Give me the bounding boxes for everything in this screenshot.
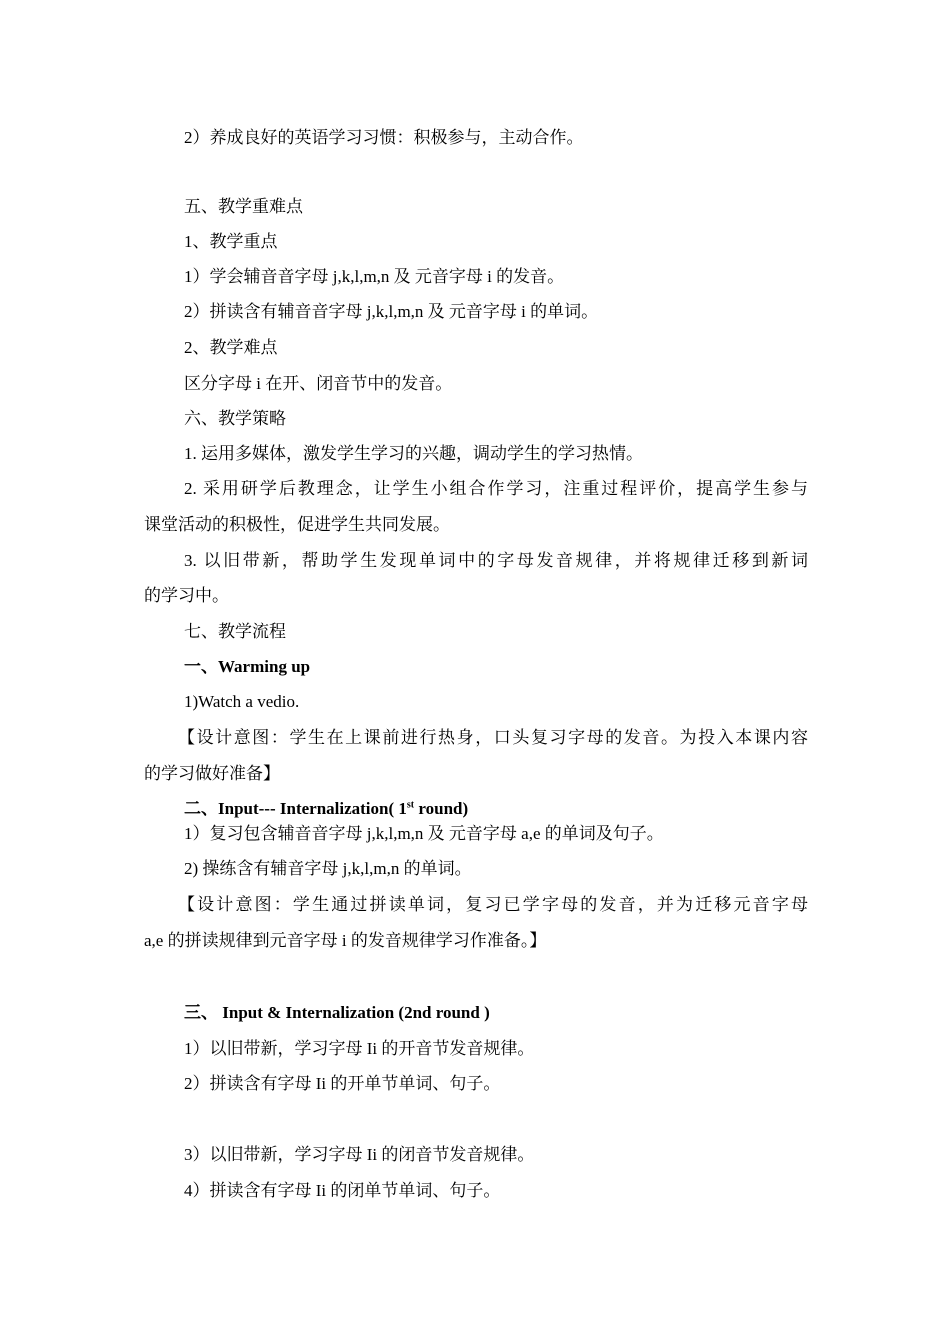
step-three-heading: 三、 Input & Internalization (2nd round ): [184, 1003, 490, 1022]
section-heading-seven: 七、教学流程: [184, 622, 286, 641]
step-two-item-1: 1）复习包含辅音音字母 j,k,l,m,n 及 元音字母 a,e 的单词及句子。: [184, 824, 664, 843]
step-two-heading-text: 二、Input--- Internalization( 1: [184, 799, 407, 818]
subheading-difficult-points: 2、教学难点: [184, 338, 278, 357]
design-intent-2-line-1: 【设计意图：学生通过拼读单词，复习已学字母的发音，并为迁移元音字母: [178, 895, 808, 914]
key-point-2: 2）拼读含有辅音音字母 j,k,l,m,n 及 元音字母 i 的单词。: [184, 302, 599, 321]
design-intent-1-line-2: 的学习做好准备】: [144, 764, 280, 783]
design-intent-1-line-1: 【设计意图：学生在上课前进行热身，口头复习字母的发音。为投入本课内容: [178, 728, 808, 747]
strategy-3-line-1: 3. 以旧带新，帮助学生发现单词中的字母发音规律，并将规律迁移到新词: [184, 551, 808, 570]
strategy-3-line-2: 的学习中。: [144, 586, 229, 605]
step-one-item-1: 1)Watch a vedio.: [184, 692, 300, 711]
step-three-item-2: 2）拼读含有字母 Ii 的开单节单词、句子。: [184, 1074, 501, 1093]
strategy-1: 1. 运用多媒体，激发学生学习的兴趣，调动学生的学习热情。: [184, 444, 643, 463]
step-two-heading-sup: st: [406, 799, 415, 811]
step-two-heading: [184, 798, 468, 820]
step-two-heading-tail: round): [414, 799, 469, 818]
step-two-item-2: 2) 操练含有辅音字母 j,k,l,m,n 的单词。: [184, 859, 472, 878]
difficult-point-text: 区分字母 i 在开、闭音节中的发音。: [184, 374, 453, 393]
step-three-item-1: 1）以旧带新，学习字母 Ii 的开音节发音规律。: [184, 1039, 535, 1058]
design-intent-2-line-2: a,e 的拼读规律到元音字母 i 的发音规律学习作准备。】: [144, 931, 547, 950]
step-three-item-3: 3）以旧带新，学习字母 Ii 的闭音节发音规律。: [184, 1145, 535, 1164]
section-heading-five: 五、教学重难点: [184, 197, 303, 216]
step-one-heading: 一、Warming up: [184, 657, 311, 676]
step-three-item-4: 4）拼读含有字母 Ii 的闭单节单词、句子。: [184, 1181, 501, 1200]
section-heading-six: 六、教学策略: [184, 409, 286, 428]
strategy-2-line-2: 课堂活动的积极性，促进学生共同发展。: [144, 515, 450, 534]
subheading-key-points: 1、教学重点: [184, 232, 278, 251]
objective-2-line: 2）养成良好的英语学习习惯：积极参与，主动合作。: [184, 128, 584, 147]
key-point-1: 1）学会辅音音字母 j,k,l,m,n 及 元音字母 i 的发音。: [184, 267, 565, 286]
strategy-2-line-1: 2. 采用研学后教理念，让学生小组合作学习，注重过程评价，提高学生参与: [184, 479, 808, 498]
